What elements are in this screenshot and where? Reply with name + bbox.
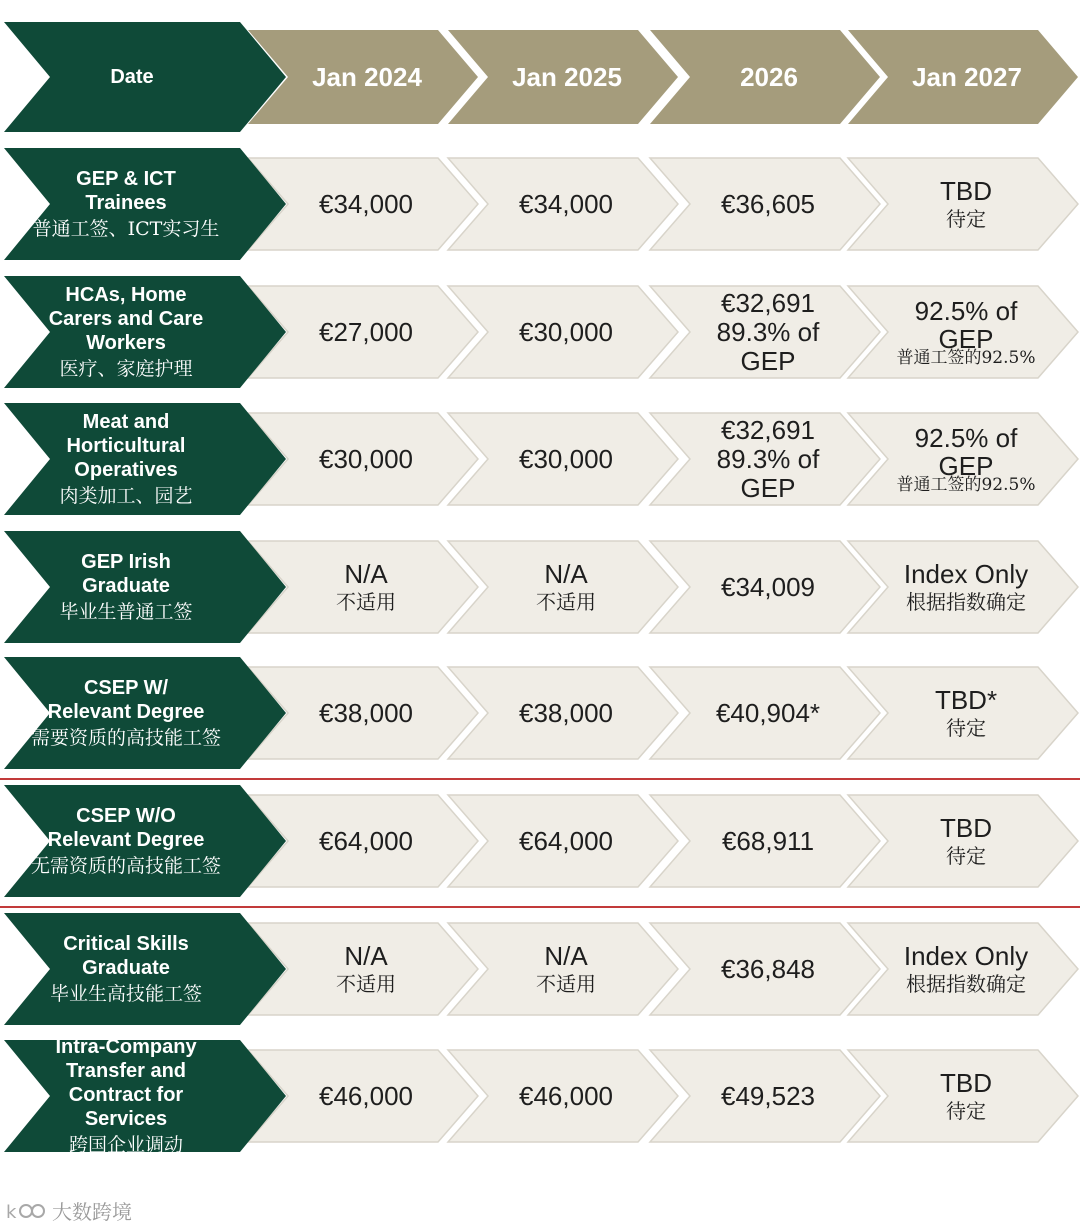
row-label-zh: 无需资质的高技能工签: [30, 855, 221, 877]
cell-value: €30,000: [519, 444, 613, 474]
cell-value: €36,605: [721, 189, 815, 219]
cell-value: N/A: [544, 559, 588, 589]
cell-note: 根据指数确定: [906, 972, 1026, 996]
header-column-0: [248, 30, 478, 124]
cell-value: N/A: [344, 941, 388, 971]
row-label-zh: 跨国企业调动: [68, 1134, 183, 1156]
header-column-text: Jan 2027: [912, 61, 1022, 92]
table-cell: [650, 158, 880, 250]
cell-value: €30,000: [319, 444, 413, 474]
table-cell: [650, 1050, 880, 1142]
row-label: [4, 657, 286, 769]
table-cell: [448, 286, 678, 378]
header-column-text: 2026: [740, 61, 798, 92]
cell-value: 92.5% of GEP: [914, 423, 1018, 481]
table-cell: [848, 158, 1078, 250]
table-cell: [848, 923, 1078, 1015]
table-cell: [650, 413, 880, 505]
cell-value: €46,000: [519, 1081, 613, 1111]
cell-value: €40,904*: [715, 698, 821, 728]
cell-value: €34,000: [319, 189, 413, 219]
row-label: [4, 1036, 286, 1156]
cell-value: TBD: [940, 176, 992, 206]
cell-value: Index Only: [903, 559, 1029, 589]
table-cell: [448, 413, 678, 505]
cell-note: 普通工签的92.5%: [896, 475, 1036, 495]
cell-value: €36,848: [721, 954, 815, 984]
cell-value: €30,000: [519, 317, 613, 347]
cell-note: 待定: [946, 844, 986, 868]
table-cell: [448, 923, 678, 1015]
table-cell: [848, 795, 1078, 887]
row-label-zh: 肉类加工、园艺: [59, 485, 193, 507]
table-cell: [448, 1050, 678, 1142]
table-cell: [848, 413, 1078, 505]
header-label: [4, 22, 286, 132]
cell-value: €46,000: [319, 1081, 413, 1111]
table-cell: [650, 667, 880, 759]
cell-value: N/A: [344, 559, 388, 589]
watermark-text: 大数跨境: [52, 1200, 132, 1224]
svg-text:k: k: [6, 1201, 17, 1222]
cell-value: €32,691 89.3% of GEP: [716, 287, 820, 376]
header-column-3: [848, 30, 1078, 124]
cell-note: 根据指数确定: [906, 590, 1026, 614]
cell-note: 待定: [946, 1099, 986, 1123]
table-cell: [848, 667, 1078, 759]
row-label-zh: 毕业生高技能工签: [49, 983, 202, 1005]
cell-note: 普通工签的92.5%: [896, 348, 1036, 368]
row-label-en: GEP & ICT Trainees: [76, 168, 176, 214]
table-cell: [848, 286, 1078, 378]
row-label-en: Critical Skills Graduate: [63, 933, 189, 979]
header-column-text: Jan 2025: [512, 61, 622, 92]
cell-note: 不适用: [336, 972, 396, 996]
cell-note: 待定: [946, 207, 986, 231]
separator-line: [0, 906, 1080, 908]
cell-value: €64,000: [319, 826, 413, 856]
separator-line: [0, 778, 1080, 780]
table-cell: [448, 795, 678, 887]
table-cell: [650, 541, 880, 633]
table-cell: [650, 923, 880, 1015]
row-label-en: Intra-Company Transfer and Contract for Services: [55, 1036, 197, 1130]
table-cell: [448, 158, 678, 250]
row-label-en: CSEP W/O Relevant Degree: [47, 805, 205, 851]
table-cell: [650, 795, 880, 887]
watermark-logo-icon: [6, 1200, 46, 1222]
cell-value: €34,009: [721, 572, 815, 602]
row-label-zh: 毕业生普通工签: [59, 601, 193, 623]
table-cell: [848, 1050, 1078, 1142]
cell-note: 不适用: [536, 590, 596, 614]
cell-value: €64,000: [519, 826, 613, 856]
cell-value: €32,691 89.3% of GEP: [716, 414, 820, 503]
cell-value: N/A: [544, 941, 588, 971]
cell-value: TBD: [940, 813, 992, 843]
cell-value: Index Only: [903, 941, 1029, 971]
cell-note: 待定: [946, 716, 986, 740]
cell-value: TBD: [940, 1068, 992, 1098]
row-label-en: HCAs, Home Carers and Care Workers: [48, 284, 204, 354]
cell-value: €49,523: [721, 1081, 815, 1111]
row-label: [4, 148, 286, 260]
row-label: [4, 276, 286, 388]
table-cell: [448, 667, 678, 759]
row-label-zh: 需要资质的高技能工签: [30, 727, 221, 749]
header-label-text: Date: [110, 65, 154, 88]
row-label: [4, 785, 286, 897]
cell-note: 不适用: [336, 590, 396, 614]
row-label-zh: 医疗、家庭护理: [59, 358, 193, 380]
row-label-en: GEP Irish Graduate: [81, 551, 171, 597]
table-cell: [448, 541, 678, 633]
header-column-text: Jan 2024: [312, 61, 422, 92]
row-label-en: Meat and Horticultural Operatives: [66, 411, 186, 481]
row-label: [4, 403, 286, 515]
cell-note: 不适用: [536, 972, 596, 996]
table-cell: [650, 286, 880, 378]
cell-value: €27,000: [319, 317, 413, 347]
header-column-1: [448, 30, 678, 124]
row-label-en: CSEP W/ Relevant Degree: [47, 677, 205, 723]
cell-value: €38,000: [519, 698, 613, 728]
table-cell: [848, 541, 1078, 633]
watermark: [6, 1196, 132, 1225]
cell-value: €34,000: [519, 189, 613, 219]
cell-value: €68,911: [721, 826, 815, 856]
cell-value: €38,000: [319, 698, 413, 728]
cell-value: TBD*: [934, 685, 998, 715]
row-label: [4, 531, 286, 643]
row-label: [4, 913, 286, 1025]
header-column-2: [650, 30, 880, 124]
row-label-zh: 普通工签、ICT实习生: [32, 218, 220, 240]
cell-value: 92.5% of GEP: [914, 296, 1018, 354]
